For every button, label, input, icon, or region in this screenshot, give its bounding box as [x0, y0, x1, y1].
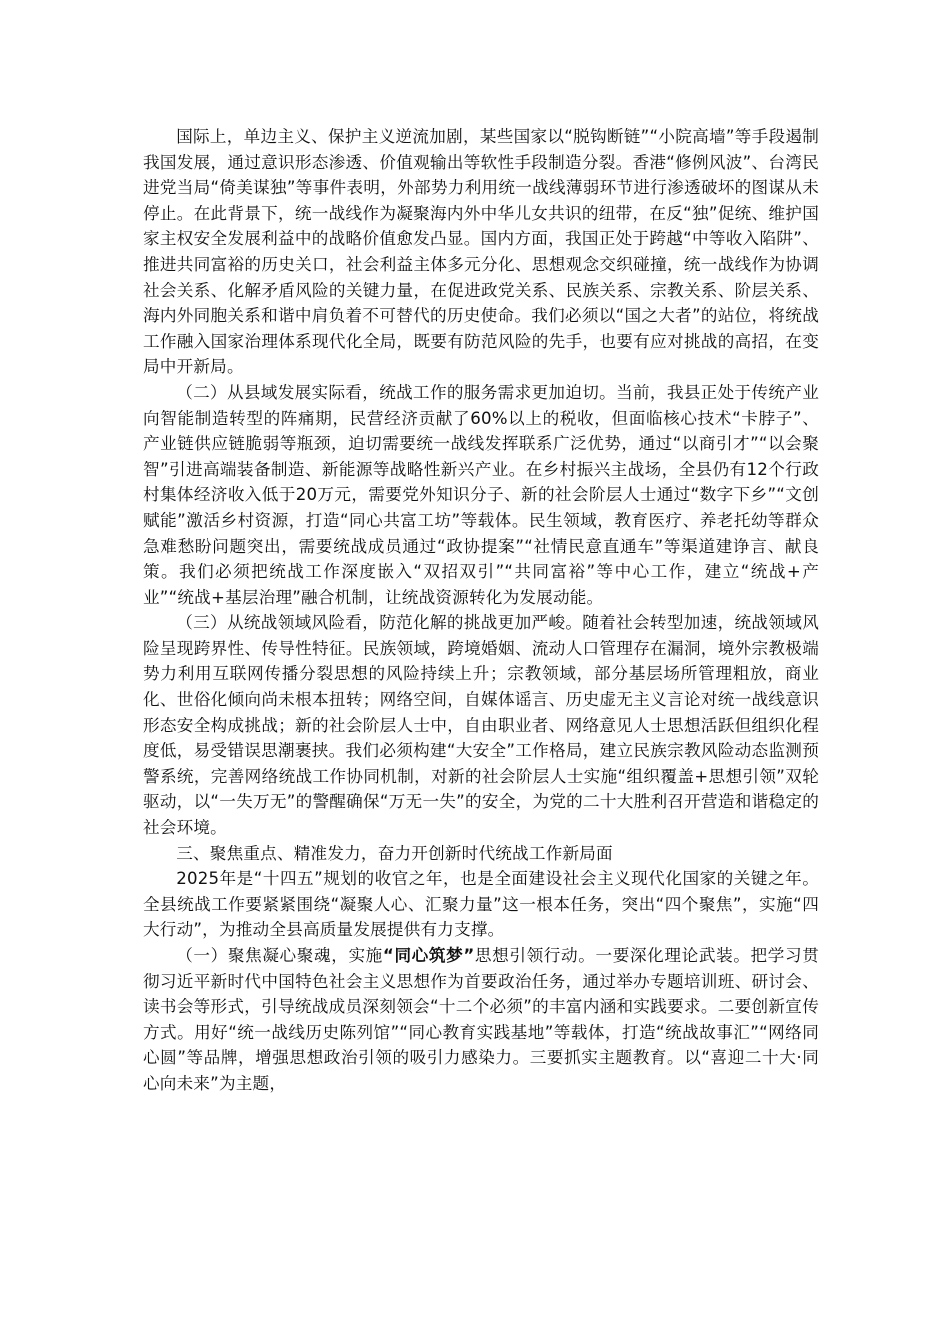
paragraph-2025-overview: 2025年是“十四五”规划的收官之年，也是全面建设社会主义现代化国家的关键之年。全县统战工作要紧紧围绕“凝聚人心、汇聚力量”这一根本任务，突出“四个聚焦”，实施“四大行动”，为推动全县高质量发展提供有力支撑。 — [143, 869, 819, 940]
paragraph-international: 国际上，单边主义、保护主义逆流加剧，某些国家以“脱钩断链”“小院高墙”等手段遏制我国发展，通过意识形态渗透、价值观输出等软性手段制造分裂。香港“修例风波”、台湾民进党当局“倚美谋独”等事件表明，外部势力利用统一战线薄弱环节进行渗透破坏的图谋从未停止。在此背景下，统一战线作为凝聚海内外中华儿女共识的纽带，在反“独”促统、维护国家主权安全发展利益中的战略价值愈发凸显。国内方面，我国正处于跨越“中等收入陷阱”、推进共同富裕的历史关口，社会利益主体多元分化、思想观念交织碰撞，统一战线作为协调社会关系、化解矛盾风险的关键力量，在促进政党关系、民族关系、宗教关系、阶层关系、海内外同胞关系和谐中肩负着不可替代的历史使命。我们必须以“国之大者”的站位，将统战工作融入国家治理体系现代化全局，既要有防范风险的先手，也要有应对挑战的高招，在变局中开新局。 — [143, 127, 819, 377]
paragraph-united-front-risk: （三）从统战领域风险看，防范化解的挑战更加严峻。随着社会转型加速，统战领域风险呈现跨界性、传导性特征。民族领域，跨境婚姻、流动人口管理存在漏洞，境外宗教极端势力利用互联网传播分裂思想的风险持续上升；宗教领域，部分基层场所管理粗放，商业化、世俗化倾向尚未根本扭转；网络空间，自媒体谣言、历史虚无主义言论对统一战线意识形态安全构成挑战；新的社会阶层人士中，自由职业者、网络意见人士思想活跃但组织化程度低，易受错误思潮裹挟。我们必须构建“大安全”工作格局，建立民族宗教风险动态监测预警系统，完善网络统战工作协同机制，对新的社会阶层人士实施“组织覆盖+思想引领”双轮驱动，以“一失万无”的警醒确保“万无一失”的安全，为党的二十大胜利召开营造和谐稳定的社会环境。 — [143, 613, 819, 838]
document-page — [143, 124, 819, 1097]
action-one-bold-title: “同心筑梦” — [382, 946, 475, 965]
paragraph-action-one — [143, 943, 819, 1097]
action-one-body: 思想引领行动。一要深化理论武装。把学习贯彻习近平新时代中国特色社会主义思想作为首要政治任务，通过举办专题培训班、研讨会、读书会等形式，引导统战成员深刻领会“十二个必须”的丰富内涵和实践要求。二要创新宣传方式。用好“统一战线历史陈列馆”“同心教育实践基地”等载体，打造“统战故事汇”“网络同心圆”等品牌，增强思想政治引领的吸引力感染力。三要抓实主题教育。以“喜迎二十大·同心向未来”为主题， — [143, 946, 819, 1093]
paragraph-county-development: （二）从县域发展实际看，统战工作的服务需求更加迫切。当前，我县正处于传统产业向智能制造转型的阵痛期，民营经济贡献了60%以上的税收，但面临核心技术“卡脖子”、产业链供应链脆弱等瓶颈，迫切需要统一战线发挥联系广泛优势，通过“以商引才”“以会聚智”引进高端装备制造、新能源等战略性新兴产业。在乡村振兴主战场，全县仍有12个行政村集体经济收入低于20万元，需要党外知识分子、新的社会阶层人士通过“数字下乡”“文创赋能”激活乡村资源，打造“同心共富工坊”等载体。民生领域，教育医疗、养老托幼等群众急难愁盼问题突出，需要统战成员通过“政协提案”“社情民意直通车”等渠道建诤言、献良策。我们必须把统战工作深度嵌入“双招双引”“共同富裕”等中心工作，建立“统战+产业”“统战+基层治理”融合机制，让统战资源转化为发展动能。 — [143, 382, 819, 607]
section-heading-three: 三、聚焦重点、精准发力，奋力开创新时代统战工作新局面 — [176, 843, 613, 863]
action-one-lead: （一）聚焦凝心聚魂，实施 — [176, 946, 383, 965]
